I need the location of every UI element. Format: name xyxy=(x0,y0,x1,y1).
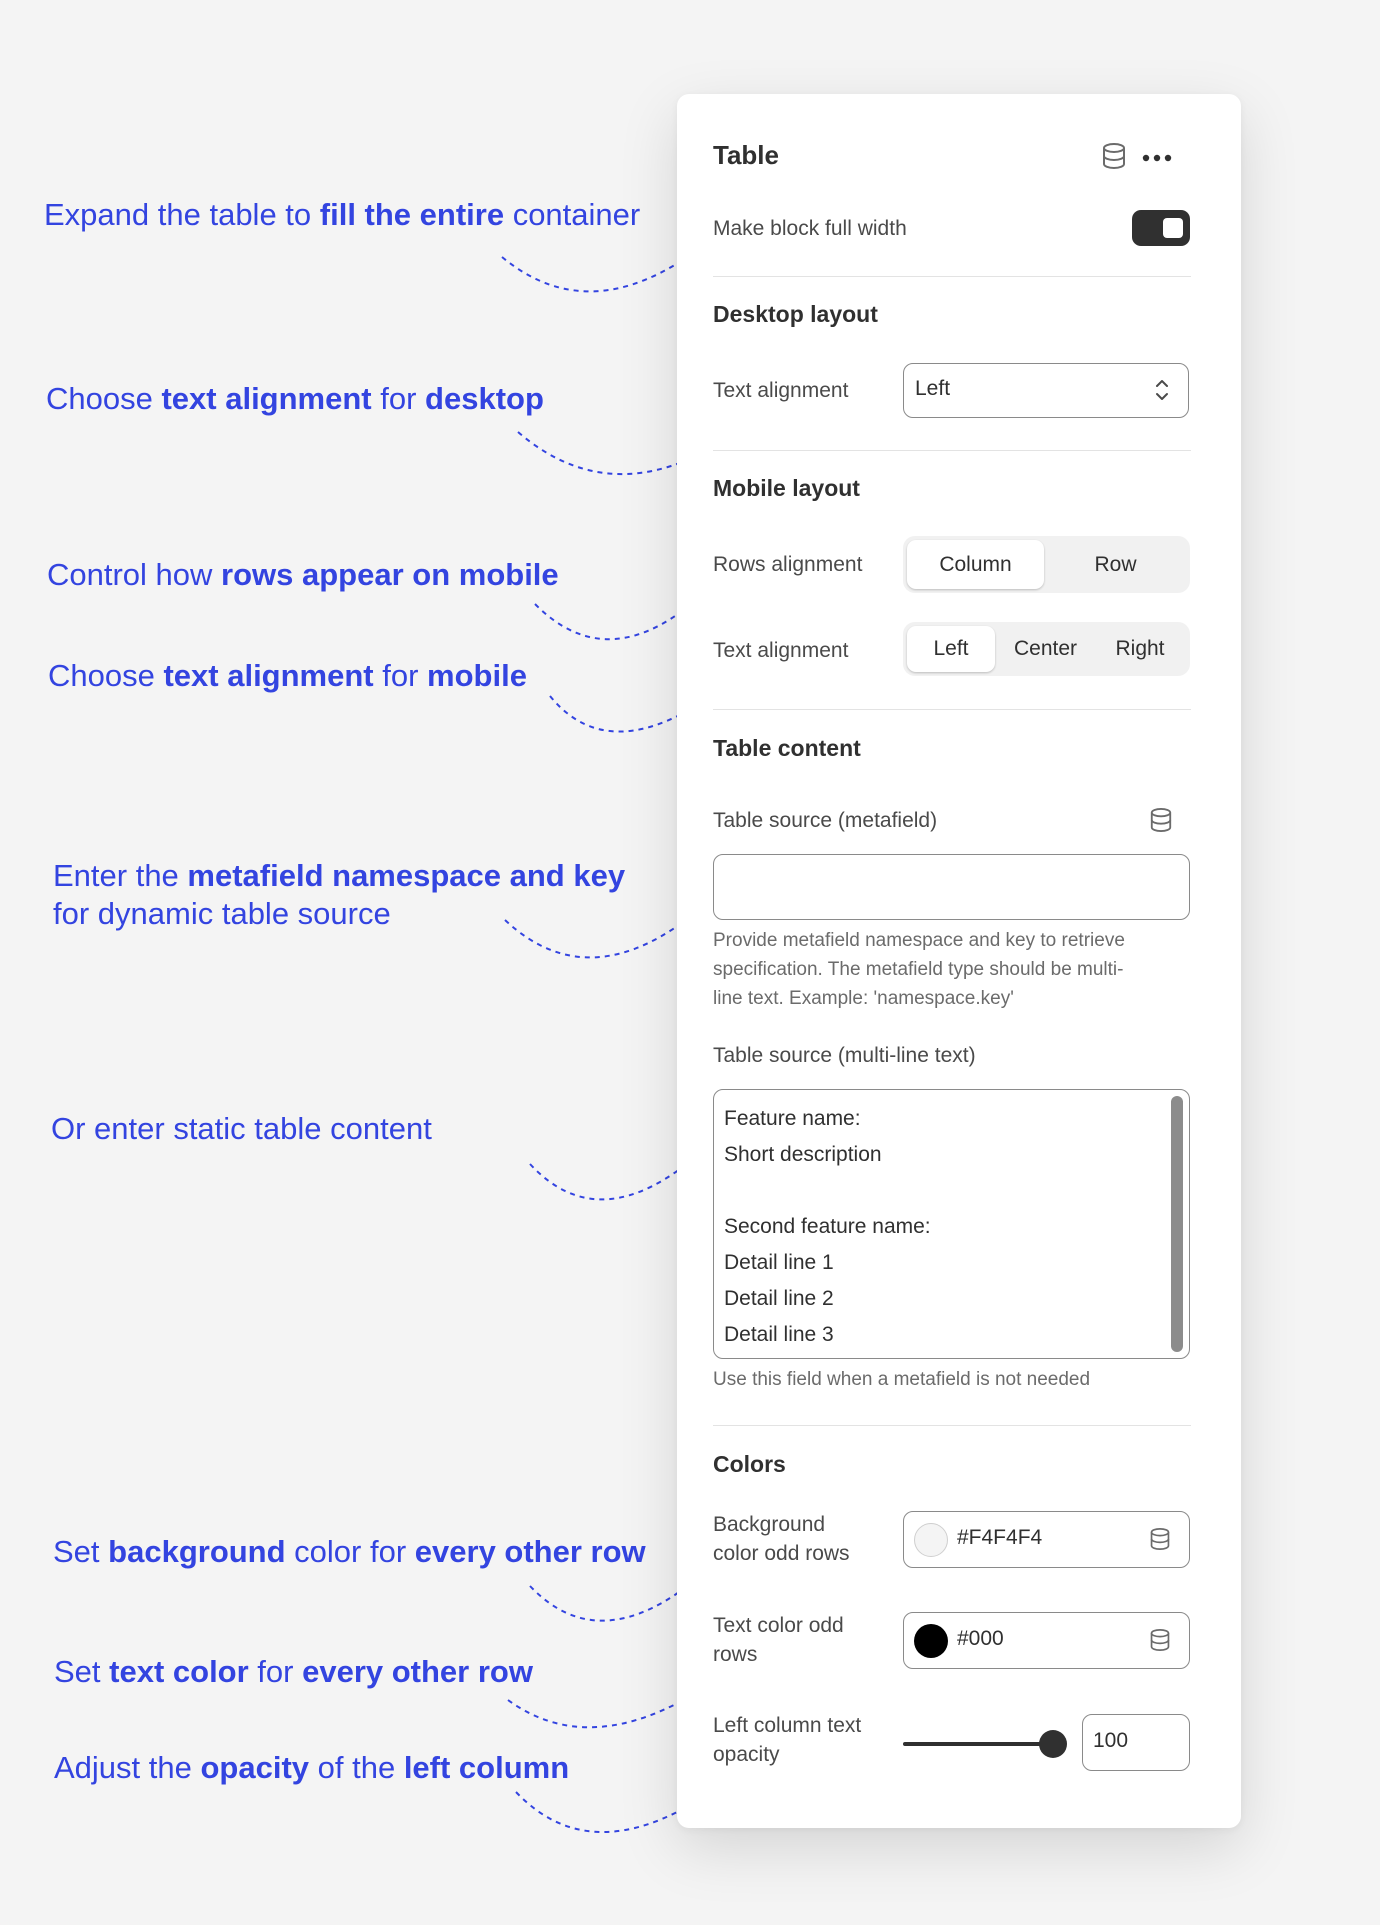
full-width-toggle[interactable] xyxy=(1132,210,1190,246)
annotation-metafield: Enter the metafield namespace and key for dynamic table source xyxy=(53,858,626,931)
rows-option-column[interactable]: Column xyxy=(907,540,1044,589)
text-odd-label: Text color odd rows xyxy=(713,1614,844,1666)
annotation-text-color: Set text color for every other row xyxy=(54,1654,533,1689)
text-option-right[interactable]: Right xyxy=(1115,637,1165,660)
database-icon[interactable] xyxy=(1149,1527,1171,1556)
annotation-full-width: Expand the table to fill the entire container xyxy=(44,197,641,232)
rows-alignment-label: Rows alignment xyxy=(713,553,863,576)
metafield-input[interactable] xyxy=(713,854,1190,920)
connector-line xyxy=(508,1688,704,1727)
mobile-text-alignment-segmented xyxy=(903,622,1190,676)
multiline-label: Table source (multi-line text) xyxy=(713,1044,976,1067)
multiline-hint: Use this field when a metafield is not needed xyxy=(713,1369,1091,1390)
desktop-text-alignment-label: Text alignment xyxy=(713,379,849,402)
multiline-textarea[interactable] xyxy=(713,1089,1190,1359)
opacity-slider-track[interactable] xyxy=(903,1742,1053,1746)
text-option-left[interactable]: Left xyxy=(907,626,995,672)
opacity-label: Left column text opacity xyxy=(713,1714,862,1766)
annotation-bg-color: Set background color for every other row xyxy=(53,1534,646,1569)
connector-line xyxy=(530,1576,700,1621)
database-icon[interactable] xyxy=(1101,142,1127,175)
connector-line xyxy=(530,1153,700,1199)
toggle-knob xyxy=(1163,218,1183,238)
divider xyxy=(713,709,1191,710)
bg-odd-color-field[interactable] xyxy=(903,1511,1190,1568)
table-content-heading: Table content xyxy=(713,735,861,761)
opacity-value: 100 xyxy=(1093,1729,1129,1752)
chevron-up-down-icon xyxy=(1154,377,1170,403)
annotation-desktop-alignment: Choose text alignment for desktop xyxy=(46,381,544,416)
divider xyxy=(713,450,1191,451)
panel-title: Table xyxy=(713,140,779,170)
table-settings-panel xyxy=(677,94,1241,1828)
database-icon[interactable] xyxy=(1149,1628,1171,1657)
divider xyxy=(713,1425,1191,1426)
desktop-layout-heading: Desktop layout xyxy=(713,301,878,327)
textarea-scrollbar[interactable] xyxy=(1171,1096,1183,1352)
desktop-text-alignment-select[interactable] xyxy=(903,363,1189,418)
more-horizontal-icon[interactable] xyxy=(1142,150,1172,168)
metafield-label: Table source (metafield) xyxy=(713,809,938,832)
annotation-mobile-rows: Control how rows appear on mobile xyxy=(47,557,559,592)
mobile-text-alignment-label: Text alignment xyxy=(713,639,849,662)
bg-odd-swatch[interactable] xyxy=(914,1523,948,1557)
rows-option-row[interactable]: Row xyxy=(1094,553,1137,576)
text-option-center[interactable]: Center xyxy=(1013,637,1078,660)
bg-odd-value: #F4F4F4 xyxy=(957,1526,1043,1549)
colors-heading: Colors xyxy=(713,1451,786,1477)
annotation-mobile-alignment: Choose text alignment for mobile xyxy=(48,658,527,693)
multiline-text: Feature name: Short description Second feature name: Detail line 1 Detail line 2 Detail line 3 xyxy=(724,1107,931,1346)
metafield-hint: Provide metafield namespace and key to retrieve specification. The metafield type should be multi- line text. Example: 'namespace.key' xyxy=(713,930,1125,1009)
rows-alignment-segmented xyxy=(903,536,1190,593)
connector-line xyxy=(502,248,700,291)
bg-odd-label: Background color odd rows xyxy=(713,1513,850,1565)
annotation-static-content: Or enter static table content xyxy=(51,1111,432,1146)
full-width-label: Make block full width xyxy=(713,217,907,240)
annotation-opacity: Adjust the opacity of the left column xyxy=(54,1750,570,1785)
text-odd-swatch[interactable] xyxy=(914,1624,948,1658)
text-odd-color-field[interactable] xyxy=(903,1612,1190,1669)
opacity-slider-thumb[interactable] xyxy=(1039,1730,1067,1758)
select-value: Left xyxy=(915,377,951,400)
opacity-number-input[interactable] xyxy=(1082,1714,1190,1771)
mobile-layout-heading: Mobile layout xyxy=(713,475,860,501)
divider xyxy=(713,276,1191,277)
text-odd-value: #000 xyxy=(957,1627,1004,1650)
database-icon[interactable] xyxy=(1149,807,1173,838)
